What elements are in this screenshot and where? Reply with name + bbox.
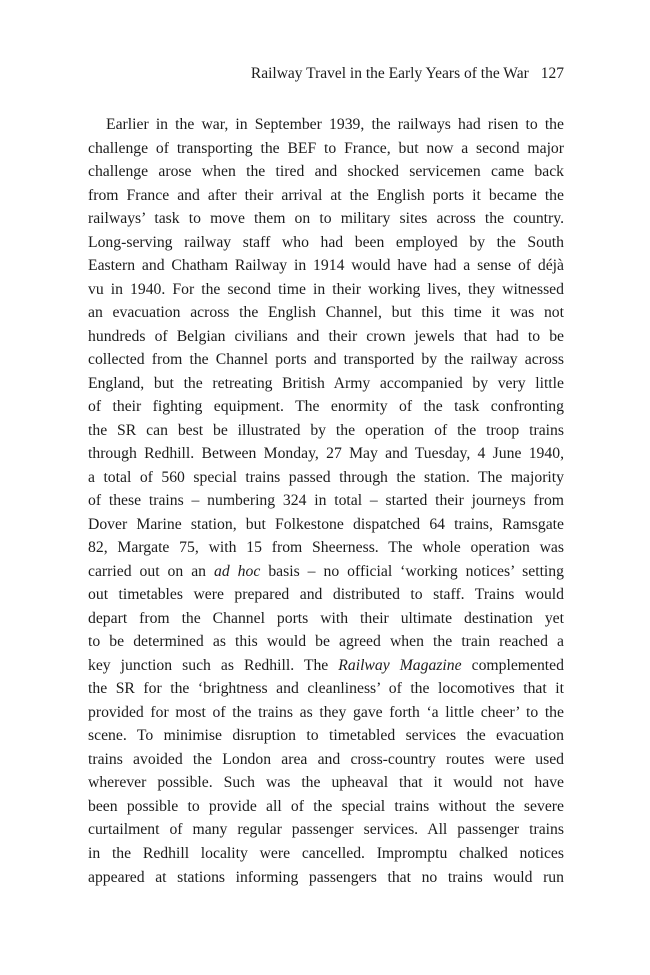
text-line: collected from the Channel ports and transported by the railway across	[88, 351, 564, 369]
text-line: from France and after their arrival at the English ports it became the	[88, 186, 564, 204]
text-line: curtailment of many regular passenger services. All passenger trains	[88, 821, 564, 839]
text-line: Eastern and Chatham Railway in 1914 would have had a sense of déjà	[88, 257, 564, 275]
text-line: 82, Margate 75, with 15 from Sheerness. The whole operation was	[88, 539, 564, 557]
text-line: hundreds of Belgian civilians and their crown jewels that had to be	[88, 327, 564, 345]
text-line: Earlier in the war, in September 1939, the railways had risen to the	[106, 116, 564, 133]
text-line: challenge arose when the tired and shocked servicemen came back	[88, 163, 564, 181]
italic-term: ad hoc	[214, 562, 261, 580]
text-line: the SR for the ‘brightness and cleanliness’ of the locomotives that it	[88, 680, 564, 698]
text-line: vu in 1940. For the second time in their working lives, they witnessed	[88, 280, 564, 298]
text-line: of these trains – numbering 324 in total – started their journeys from	[88, 492, 564, 510]
text-line: railways’ task to move them on to military sites across the country.	[88, 210, 564, 228]
text-line: provided for most of the trains as they gave forth ‘a little cheer’ to the	[88, 703, 564, 721]
text-line: out timetables were prepared and distributed to staff. Trains would	[88, 586, 564, 604]
text-line: of their fighting equipment. The enormity of the task confronting	[88, 398, 564, 416]
text-line: scene. To minimise disruption to timetabled services the evacuation	[88, 727, 564, 745]
text-line: carried out on an ad hoc basis – no official ‘working notices’ setting	[88, 562, 564, 580]
text-line: wherever possible. Such was the upheaval that it would not have	[88, 774, 564, 792]
body-paragraph	[88, 113, 564, 889]
text-line: Dover Marine station, but Folkestone dispatched 64 trains, Ramsgate	[88, 515, 564, 533]
text-line: depart from the Channel ports with their ultimate destination yet	[88, 609, 564, 627]
italic-title: Railway Magazine	[338, 656, 462, 674]
text-line: a total of 560 special trains passed through the station. The majority	[88, 468, 564, 486]
text-line: an evacuation across the English Channel, but this time it was not	[88, 304, 564, 322]
text-line: the SR can best be illustrated by the operation of the troop trains	[88, 421, 564, 439]
text-line: in the Redhill locality were cancelled. Impromptu chalked notices	[88, 844, 564, 862]
text-line: challenge of transporting the BEF to France, but now a second major	[88, 139, 564, 157]
text-line: Long-serving railway staff who had been employed by the South	[88, 233, 564, 251]
text-line: been possible to provide all of the special trains without the severe	[88, 797, 564, 815]
page-number: 127	[540, 65, 564, 82]
text-line: key junction such as Redhill. The Railway Magazine complemented	[88, 656, 564, 674]
text-line: to be determined as this would be agreed when the train reached a	[88, 633, 564, 651]
text-line: through Redhill. Between Monday, 27 May and Tuesday, 4 June 1940,	[88, 445, 564, 463]
text-line: England, but the retreating British Army accompanied by very little	[88, 374, 564, 392]
running-head	[88, 64, 564, 84]
text-line: appeared at stations informing passengers that no trains would run	[88, 868, 564, 886]
running-title: Railway Travel in the Early Years of the War	[250, 65, 529, 82]
text-line: trains avoided the London area and cross-country routes were used	[88, 750, 564, 768]
